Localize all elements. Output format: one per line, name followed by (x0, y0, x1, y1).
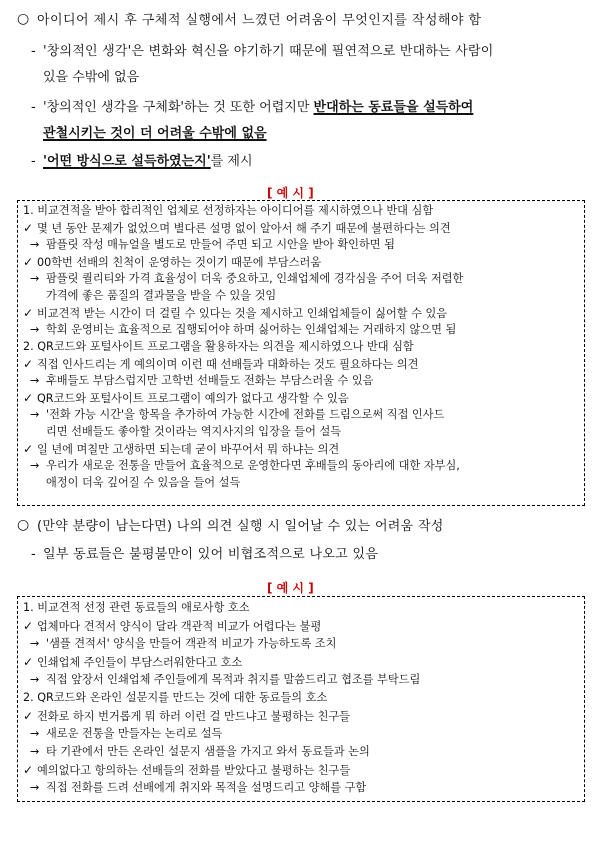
checkmark-icon: ✓ (23, 221, 34, 235)
checkmark-icon: ✓ (23, 655, 34, 669)
box1-item-text: 우리가 새로운 전통을 만들어 효율적으로 운영한다면 후배들의 동아리에 대한 자부심, (46, 459, 460, 472)
arrow-right-icon: → (30, 374, 40, 387)
arrow-right-icon: → (30, 459, 40, 472)
section1-detail2-prefix: '창의적인 생각을 구체화'하는 것 또한 어렵지만 (43, 100, 314, 115)
arrow-right-icon: → (30, 637, 40, 650)
box2-item-text: 새로운 전통을 만들자는 논리로 설득 (46, 727, 223, 740)
box1-list-item (23, 254, 321, 271)
box1-list-item (23, 441, 339, 458)
arrow-right-icon: → (30, 745, 40, 758)
dash-bullet: - (31, 154, 36, 169)
arrow-right-icon: → (30, 727, 40, 740)
box1-list-item (30, 237, 395, 253)
box1-item-text: 팜플릿 작성 매뉴얼을 별도로 만들어 주면 되고 시안을 받아 확인하면 됨 (46, 238, 395, 251)
box1-list-item (30, 373, 374, 389)
box1-point-1: 1. 비교견적을 받아 합리적인 업체로 선정하자는 아이디어를 제시하였으나 반대 심함 (23, 204, 434, 217)
box2-list-item (23, 618, 321, 635)
checkmark-icon: ✓ (23, 255, 34, 269)
box1-item-text: 비교견적 받는 시간이 더 걸릴 수 있다는 것을 제시하고 인쇄업체들이 싫어할 수 있음 (37, 307, 448, 320)
circle-bullet-icon: ○ (17, 517, 30, 533)
checkmark-icon: ✓ (23, 306, 34, 320)
checkmark-icon: ✓ (23, 709, 34, 723)
box1-item-text: 학회 운영비는 효율적으로 집행되어야 하며 싫어하는 인쇄업체는 거래하지 않으면 됨 (46, 323, 457, 336)
box1-list-item (30, 407, 444, 423)
box1-list-item (30, 322, 456, 338)
box1-item-text: 몇 년 동안 문제가 없었으며 별다른 설명 없이 알아서 해 주기 때문에 불편하다는 의견 (37, 222, 451, 235)
section1-detail2-emphasis: 반대하는 동료들을 설득하여 (313, 100, 474, 115)
box1-list-item-continued: 리면 선배들도 좋아할 것이라는 역지사지의 입장을 들어 설득 (46, 425, 342, 438)
box1-item-text: 후배들도 부담스럽지만 고학번 선배들도 전화는 부담스러울 수 있음 (46, 374, 374, 387)
dash-bullet: - (31, 547, 36, 562)
section1-detail1-line1: '창의적인 생각'은 변화와 혁신을 야기하기 때문에 필연적으로 반대하는 사람이 (43, 44, 494, 59)
section1-detail3-suffix: 를 제시 (210, 154, 253, 169)
box1-item-text: '전화 가능 시간'을 항목을 추가하여 가능한 시간에 전화를 드림으로써 직접 인사드 (46, 408, 445, 421)
checkmark-icon: ✓ (23, 619, 34, 633)
arrow-right-icon: → (30, 781, 40, 794)
arrow-right-icon: → (30, 673, 40, 686)
arrow-right-icon: → (30, 408, 40, 421)
box1-point-2: 2. QR코드와 포털사이트 프로그램을 활용하자는 의견을 제시하였으나 반대 심함 (23, 340, 414, 353)
box1-list-item (23, 390, 349, 407)
section2-detail1: 일부 동료들은 불평불만이 있어 비협조적으로 나오고 있음 (43, 547, 379, 562)
box2-item-text: 직접 전화를 드려 선배에게 취지와 목적을 설명드리고 양해를 구함 (46, 781, 367, 794)
box1-list-item-continued: 애정이 더욱 깊어질 수 있음을 들어 설득 (46, 476, 241, 489)
section2-heading: (만약 분량이 남는다면) 나의 의견 실행 시 일어날 수 있는 어려움 작성 (37, 519, 444, 534)
section1-detail1-line2: 있을 수밖에 없음 (43, 70, 140, 85)
box2-item-text: 업체마다 견적서 양식이 달라 객관적 비교가 어렵다는 불평 (37, 620, 322, 633)
example-title: [ 예 시 ] (267, 186, 314, 200)
box1-list-item (23, 305, 447, 322)
box2-list-item (23, 654, 242, 671)
section1-heading: 아이디어 제시 후 구체적 실행에서 느꼈던 어려움이 무엇인지를 작성해야 함 (37, 13, 482, 28)
circle-bullet-icon: ○ (17, 11, 30, 27)
section1-detail3-emphasis: '어떤 방식으로 설득하였는지' (43, 154, 211, 169)
checkmark-icon: ✓ (23, 391, 34, 405)
box2-list-item (23, 708, 350, 725)
box2-item-text: 전화로 하지 번거롭게 뭐 하러 이런 걸 만드냐고 불평하는 친구들 (37, 710, 350, 723)
checkmark-icon: ✓ (23, 357, 34, 371)
dash-bullet: - (31, 44, 36, 59)
checkmark-icon: ✓ (23, 442, 34, 456)
example-box-1 (17, 200, 585, 506)
box2-list-item (23, 762, 350, 779)
box2-point-2: 2. QR코드와 온라인 설문지를 만드는 것에 대한 동료들의 호소 (23, 691, 328, 704)
box1-list-item (30, 271, 463, 287)
box1-list-item (23, 356, 418, 373)
dash-bullet: - (31, 100, 36, 115)
arrow-right-icon: → (30, 272, 40, 285)
example-box-2 (17, 596, 585, 802)
section1-detail2-line1 (43, 99, 473, 117)
box2-point-1: 1. 비교견적 선정 관련 동료들의 애로사항 호소 (23, 601, 250, 614)
section1-detail2-line2: 관철시키는 것이 더 어려울 수밖에 없음 (43, 126, 267, 141)
box2-list-item (30, 780, 366, 796)
box2-item-text: 인쇄업체 주인들이 부담스러워한다고 호소 (37, 656, 243, 669)
arrow-right-icon: → (30, 323, 40, 336)
box2-list-item (30, 636, 336, 652)
arrow-right-icon: → (30, 238, 40, 251)
box1-item-text: 일 년에 며칠만 고생하면 되는데 굳이 바꾸어서 뭐 하냐는 의견 (37, 443, 340, 456)
box2-item-text: 직접 앞장서 인쇄업체 주인들에게 목적과 취지를 말씀드리고 협조를 부탁드림 (46, 673, 421, 686)
box2-list-item (30, 726, 222, 742)
section1-detail3 (43, 153, 253, 171)
box2-item-text: 타 기관에서 만든 온라인 설문지 샘플을 가지고 와서 동료들과 논의 (46, 745, 370, 758)
box2-item-text: '샘플 견적서' 양식을 만들어 객관적 비교가 가능하도록 조치 (46, 637, 337, 650)
box2-item-text: 예의없다고 항의하는 선배들의 전화를 받았다고 불평하는 친구들 (37, 764, 351, 777)
box2-list-item (30, 672, 420, 688)
box1-list-item (23, 220, 451, 237)
box1-list-item (30, 458, 460, 474)
example-title: [ 예 시 ] (267, 581, 314, 595)
box1-item-text: QR코드와 포털사이트 프로그램이 예의가 없다고 생각할 수 있음 (37, 392, 349, 405)
box1-item-text: 팜플릿 퀄리티와 가격 효율성이 더욱 중요하고, 인쇄업체에 경각심을 주어 더욱 저렴한 (46, 272, 464, 285)
box1-item-text: 직접 인사드리는 게 예의이며 이런 때 선배들과 대화하는 것도 필요하다는 의견 (37, 358, 419, 371)
box2-list-item (30, 744, 370, 760)
checkmark-icon: ✓ (23, 763, 34, 777)
box1-item-text: 00학번 선배의 친척이 운영하는 것이기 때문에 부담스러움 (37, 256, 322, 269)
box1-list-item-continued: 가격에 좋은 품질의 결과물을 받을 수 있을 것임 (46, 289, 277, 302)
